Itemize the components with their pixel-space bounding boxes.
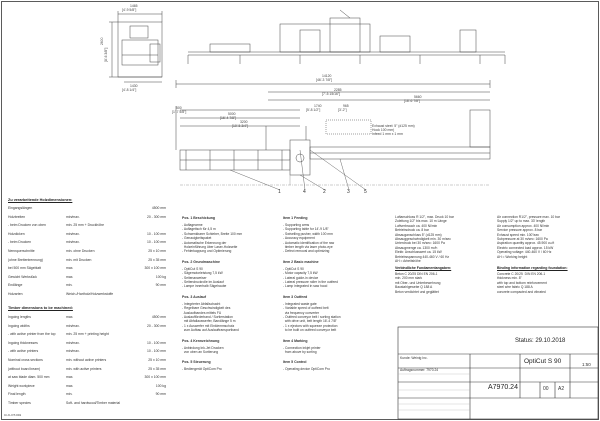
spec-unit: min. 25 mm + printing height (66, 332, 109, 337)
spec-row (8, 232, 168, 241)
dim-side-height-ft: [8'-6 3/8"] (104, 47, 108, 62)
spec-label: Ingoing thicknesses (8, 340, 38, 345)
spec-value: 20 - 300 mm (146, 214, 166, 219)
spec-value: 100 kg (155, 274, 166, 279)
spec-unit: min/max. (66, 323, 80, 328)
dim-side-width: 1465 (130, 4, 138, 8)
spec-label: - beim Drucken (8, 240, 31, 245)
foundation-de: Beton C 20/25 DIN EN 206-1 min. 200 mm stark mit Ober- und Unterbewehrung Baustahlgewebe Q 188 A Beton verdichtet und geglättet (395, 272, 441, 294)
customer-label: Kunde: Weinig Inc. (400, 356, 428, 360)
spec-label: (ohne Breitentrennung) (8, 257, 43, 262)
spec-unit: min/max. (66, 240, 80, 245)
position-heading: Item 1 Feeding (283, 216, 308, 220)
spec-unit: min/max. (66, 349, 80, 354)
spec-value: 10 - 100 mm (146, 349, 166, 354)
position-lines: - Auflagearme - Auflagetisch für 4,5 m - Schwenkbarer Schieber, Breite 100 mm - Genauigkeitspaket - Automatische Erkennung der Holzeinführung über Laser-Holzseite - Fehlerkappung und Optimierung (182, 223, 243, 254)
spec-row (8, 215, 168, 224)
exhaust-note-1: Exhaust steel: 5" (d125 mm) (372, 124, 415, 128)
sheet-code-2: A2 (558, 386, 565, 392)
spec-row (8, 275, 168, 284)
dim-left-b: 5000 (228, 112, 236, 116)
dim-seg-b: 5660 (414, 95, 422, 99)
callout-3: 3 (347, 189, 350, 195)
spec-value: 10 - 100 mm (146, 231, 166, 236)
dim-seg-a-ft: [7'-5 15/16"] (322, 92, 341, 96)
position-heading: Item 3 Outfeed (283, 294, 308, 299)
spec-row (8, 332, 168, 341)
drawing-number: A7970.24 (488, 384, 518, 391)
spec-en-title: Timber dimensions to be machined: (8, 306, 73, 310)
spec-row (8, 384, 168, 393)
dim-seg-d-ft: [3'-2"] (338, 108, 347, 112)
spec-row (8, 375, 168, 384)
spec-de-title: Zu verarbeitende Holzdimensionen: (8, 198, 73, 202)
spec-value: 10 - 100 mm (146, 240, 166, 245)
spec-row (8, 315, 168, 324)
spec-unit: min. mit Drucken (66, 257, 92, 262)
spec-row (8, 341, 168, 350)
spec-label: Nominal cross sections (8, 357, 43, 362)
spec-label: Endlänge (8, 283, 23, 288)
spec-unit: min. without active printers (66, 357, 107, 362)
position-lines: - Integrated waste gate - Variable speed of outfeed belt via frequency converter - Outfeed conveyor belt / sorting station with drive unit, belt length 16'-4 7/8" - 1 x ejectors with squeeze protection to be built on outfeed conveyor belt (283, 301, 341, 333)
spec-label: Weight workpiece (8, 383, 35, 388)
callout-4: 4 (303, 189, 306, 195)
spec-value: 25 x 10 mm (148, 248, 166, 253)
position-heading: Pos. 4 Kennzeichnung (182, 338, 220, 343)
spec-row (8, 367, 168, 376)
spec-label: at saw blade diam. 500 mm (8, 375, 50, 380)
dim-seg-d: 965 (343, 104, 349, 108)
position-heading: Pos. 5 Steuerung (182, 360, 211, 365)
position-heading: Item 5 Control (283, 360, 307, 365)
spec-unit: min. with active printers (66, 366, 102, 371)
position-heading: Item 2 Basic machine (283, 259, 319, 264)
dim-side-width-ft: [4'-9 5/8"] (122, 8, 137, 12)
front-elevation (188, 10, 505, 64)
spec-label: Nennquerschnitte (8, 248, 35, 253)
callout-1: 1 (278, 189, 281, 195)
spec-label: Holzdicken (8, 231, 25, 236)
dim-seg-c-ft: [5'-8 1/2"] (306, 108, 321, 112)
exhaust-note-3: Infeed 1 mm x 1 mm (372, 132, 403, 136)
spec-value: 100 kg (155, 383, 166, 388)
callout-2: 2 (323, 189, 326, 195)
position-lines: - OptiCut S 90 - Sägemotorleistung 7,5 kW - Seitenanweiser - Seitendruckrolle im Auslauf - Lampe innerhalb Sägehaube (182, 266, 227, 289)
spec-row (8, 266, 168, 275)
spec-row (8, 283, 168, 292)
spec-row (8, 349, 168, 358)
spec-unit: max. (66, 266, 74, 271)
spec-value: 90 mm (155, 392, 166, 397)
spec-label: - beim Drucken von oben (8, 223, 46, 228)
spec-label: Ingoing lengths (8, 315, 31, 319)
spec-row (8, 258, 168, 267)
dim-left-c-ft: [10'-5 3/4"] (232, 124, 249, 128)
spec-de-table (8, 206, 168, 301)
spec-row (8, 392, 168, 401)
dim-side-inner-ft: [4'-8 1/4"] (122, 88, 137, 92)
dim-total-length: 14120 (322, 74, 332, 78)
spec-row (8, 358, 168, 367)
spec-value: 25 x 35 mm (148, 257, 166, 262)
spec-unit: max. (66, 383, 74, 388)
spec-label: Timber species (8, 400, 31, 405)
exhaust-note-2: Hook 100 mm) (372, 128, 395, 132)
position-lines: - Anbindung Ink-Jet Drucken von oben an Sortierung (182, 345, 224, 354)
spec-value: 10 - 100 mm (146, 340, 166, 345)
order-label: Auftragsnummer: 7970.24 (400, 368, 439, 372)
position-heading: Item 4 Marking (283, 338, 308, 343)
dim-side-height: 2600 (100, 37, 104, 45)
spec-value: 300 x 100 mm (144, 266, 166, 271)
status-date: Status: 29.10.2018 (515, 338, 566, 344)
spec-row (8, 240, 168, 249)
dim-total-length-ft: [46'-3 7/8"] (316, 78, 333, 82)
bottom-left-code: Cr-K-OT-001 (4, 413, 22, 417)
spec-row (8, 401, 168, 410)
dim-left-b-ft: [16'-4 7/8"] (220, 116, 237, 120)
spec-label: - with active printer from the top (8, 332, 56, 337)
dim-left-a: 500 (176, 106, 182, 110)
spec-label: Gewicht Werkstück (8, 274, 37, 279)
spec-label: Holzbreiten (8, 214, 26, 219)
dim-seg-b-ft: [18'-6 7/8"] (404, 99, 421, 103)
spec-label: Ingoing widths (8, 323, 30, 328)
spec-unit: min. 25 mm + Druckhöhe (66, 223, 104, 228)
spec-row (8, 292, 168, 301)
dim-seg-c: 1740 (314, 104, 322, 108)
spec-unit: max. (66, 375, 74, 380)
spec-value: 90 mm (155, 283, 166, 288)
spec-label: bei 500 mm Sägeblatt (8, 266, 41, 271)
position-lines: - OptiCut S 90 - Motor capacity 7,5 kW - Lateral guide-in device - Lateral pressure roller in the outfeed - Lamp integrated in saw hood (283, 266, 338, 289)
spec-label: (without board beam) (8, 366, 41, 371)
spec-unit: max. (66, 274, 74, 279)
dim-left-c: 3200 (240, 120, 248, 124)
spec-value: 4500 mm (151, 315, 166, 319)
title-block-rows (398, 374, 470, 410)
sheet-code-1: 00 (543, 386, 549, 392)
position-heading: Pos. 2 Grundmaschine (182, 259, 220, 264)
spec-value: 4500 mm (151, 206, 166, 210)
foundation-en: Concrete C 20/25 DIN EN 206-1 thickness min. 8" with top and bottom reinforcement steel wire fabric Q 188 A concrete compacted and vibrated (497, 272, 547, 294)
spec-unit: min. (66, 392, 73, 397)
spec-unit: min/max. (66, 340, 80, 345)
position-heading: Pos. 1 Beschickung (182, 216, 216, 220)
dim-seg-a: 2285 (334, 88, 342, 92)
position-heading: Pos. 3 Auslauf (182, 294, 206, 299)
spec-value: 25 x 10 mm (148, 357, 166, 362)
spec-en-table (8, 315, 168, 410)
spec-unit: max. (66, 315, 74, 319)
spec-value: 300 x 100 mm (144, 375, 166, 380)
scale: 1:50 (582, 362, 591, 367)
position-lines: - Operating device OptiCom Pro (283, 367, 330, 372)
side-view (109, 11, 162, 82)
foundation-en-head: Binding information regarding foundation: (497, 266, 568, 270)
spec-unit: min/max. (66, 214, 80, 219)
spec-row (8, 324, 168, 333)
dim-side-inner: 1430 (130, 84, 138, 88)
spec-unit: Soft- and hardwood/Timber material (66, 400, 120, 405)
spec-value: 25 x 35 mm (148, 366, 166, 371)
position-lines: - Integrierter Abfallschacht - Regelbare Geschwindigkeit des Auslaufbandes mittels FU - Auslaufförderband / Sortierstation mit Abfallauswerfer, Bandlänge 5 m - 1 x Auswerfer mit Einklemmschutz zum Aufbau auf Auslauftransportband (182, 301, 239, 333)
dim-left-a-ft: [1'-7 5/8"] (172, 110, 187, 114)
foundation-de-head: Verbindliche Fundamentangaben: (395, 266, 452, 270)
spec-unit: min. ohne Drucken (66, 248, 95, 253)
position-lines: - Connection inkjet printer from above by sorting (283, 345, 321, 354)
position-lines: - Supporting arms - Supporting table for 14'-9 1/8" - Swivelling pusher, width 100 mm - Accuracy equipment - Automatic identification of the raw timber length via laser photo-eye - Defect removal and optimizing (283, 223, 335, 254)
position-lines: - Bediengerät OptiCom Pro (182, 367, 222, 372)
utilities-de: Luftanschluss R 1/2", max. Druck 10 bar Zuleitung 1/2" bis max. 10 m Länge Luftverbrauch ca. 400 Nl/min Betriebsdruck ca. 8 bar Absauganschluss 5" (d125 mm) Absauggeschwindigkeit min. 30 m/sec Unterdruck bei 30 m/sec: 1600 Pa Absaugmenge ca. 1300 m³/h Elektr. Anschlusswert ca. 15 kW Betriebsspannung 440-460 V / 60 Hz AH = Arbeitshöhe (395, 215, 454, 264)
title-block (398, 327, 598, 419)
spec-unit: min/max. (66, 231, 80, 236)
callout-5: 5 (364, 189, 367, 195)
spec-row (8, 206, 168, 215)
spec-label: - with active printers (8, 349, 39, 354)
spec-label: Eingangslängen (8, 206, 33, 210)
model-name: OptiCut S 90 (524, 358, 562, 365)
spec-label: Final length (8, 392, 26, 397)
spec-label: Holzarten (8, 291, 23, 296)
spec-unit: Weich-/Hartholz/Holzwerkstoffe (66, 291, 114, 296)
utilities-en: Air connection R1/2", pressure max. 10 bar Supply 1/2" up to max. 33' length Air consumption approx. 400 Nl/min Service pressure approx. 8 bar Exhaust speed min. 100'/sec Subpressure at 30 m/sec: 1600 Pa Aspiration quantity approx. 45.900 cu.ft Electric connected load approx. 15 kW Operating voltage: 440-460 V / 60 Hz AH = Working height (497, 215, 560, 259)
spec-value: 20 - 300 mm (146, 323, 166, 328)
spec-unit: min. (66, 283, 73, 288)
spec-row (8, 223, 168, 232)
spec-row (8, 249, 168, 258)
